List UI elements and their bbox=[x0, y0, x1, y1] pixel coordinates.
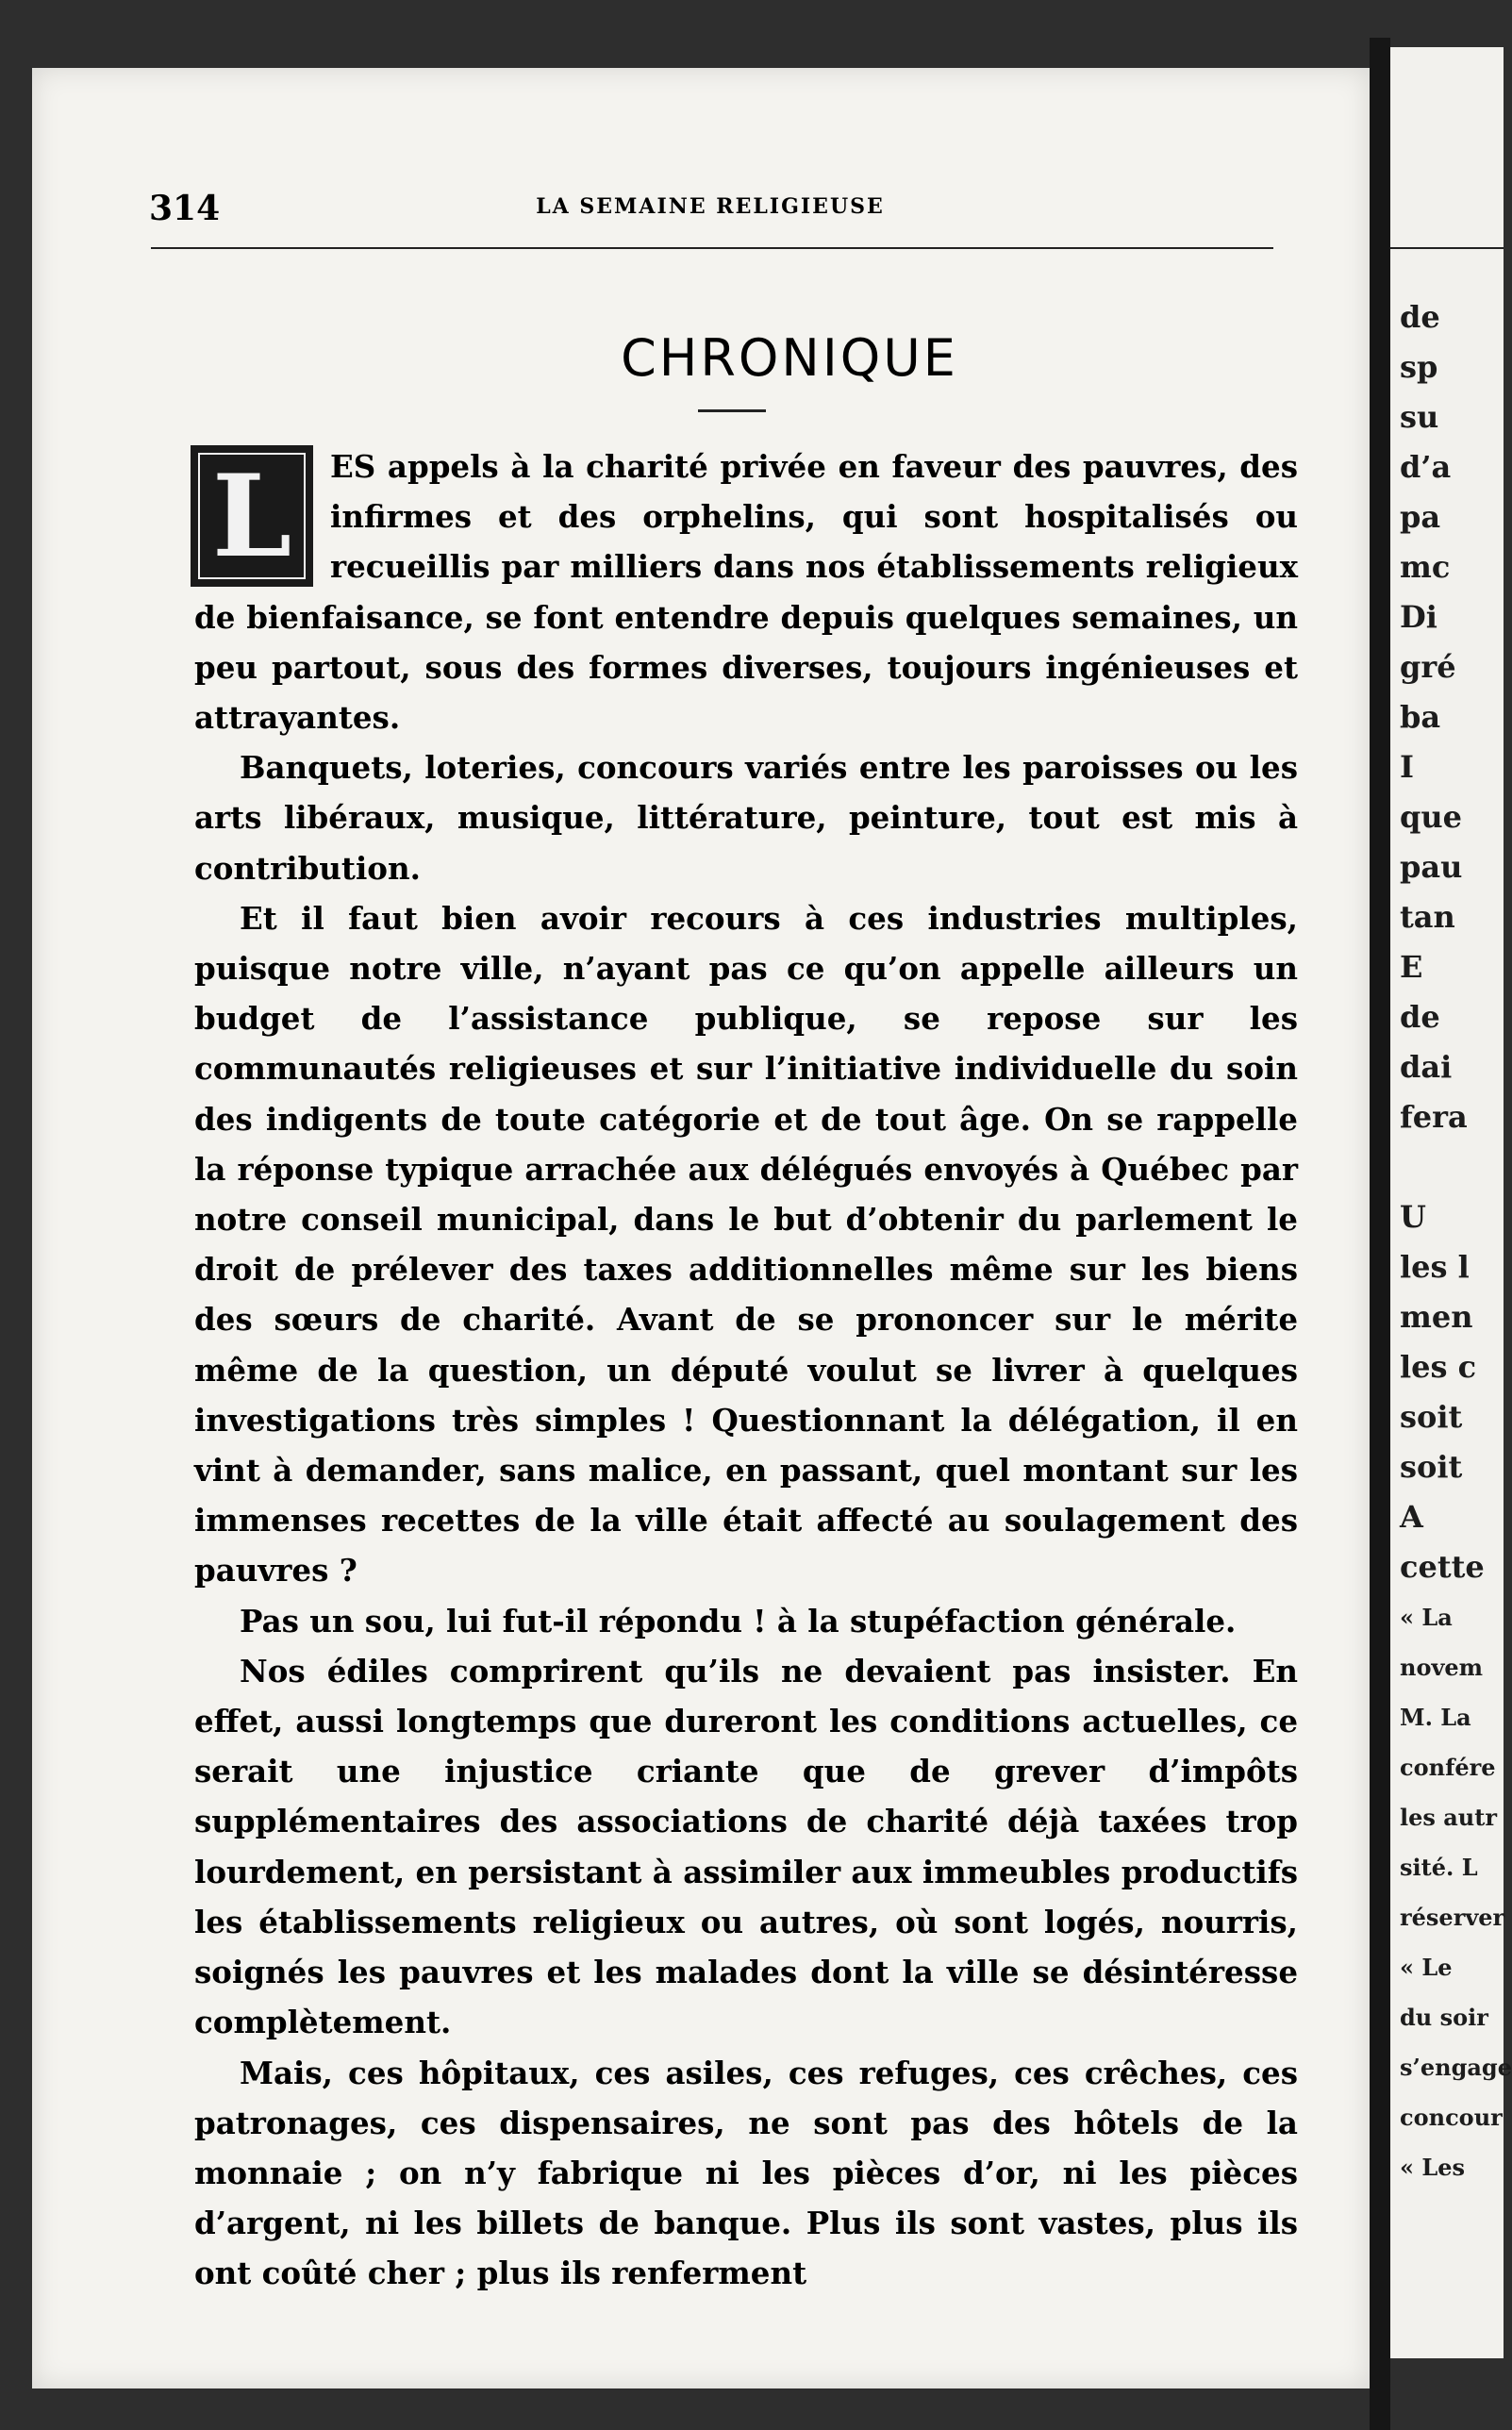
paragraph-5: Nos édiles comprirent qu’ils ne devaient pas insister. En effet, aussi longtemps que dureront les conditions actuelles, ce serait une injustice criante que de grever d’impôts supplémentaires des associations de charité déjà taxées trop lourdement, en persistant à assimiler aux immeubles productifs les établissements religieux ou autres, où sont logés, nourris, soignés les pauvres et les malades dont la ville se désintéresse complètement. bbox=[194, 1652, 1298, 2041]
adjacent-fragment: mc bbox=[1400, 549, 1451, 585]
adjacent-fragment: « Les bbox=[1400, 2154, 1466, 2181]
adjacent-header-rule bbox=[1390, 247, 1504, 249]
adjacent-fragment: confére bbox=[1400, 1754, 1496, 1781]
header-rule bbox=[151, 247, 1273, 249]
adjacent-fragment: pau bbox=[1400, 849, 1463, 885]
paragraph-text: ES appels à la charité privée en faveur des pauvres, des infirmes et des orphelins, qui sont hospitalisés ou recueillis par milliers dans nos établissements religieux de bienfaisance, se font entendre depuis quelques semaines, un peu partout, sous des formes diverses, toujours ingénieuses et attrayantes. bbox=[194, 448, 1298, 737]
article-body bbox=[194, 441, 1298, 2299]
paragraph-3: Et il faut bien avoir recours à ces industries multiples, puisque notre ville, n’ayant pas ce qu’on appelle ailleurs un budget de l’assistance publique, se repose sur les communautés religieuses et sur l’initiative individuelle du soin des indigents de toute catégorie et de tout âge. On se rappelle la réponse typique arrachée aux délégués envoyés à Québec par notre conseil municipal, dans le but d’obtenir du parlement le droit de prélever des taxes additionnelles même sur les biens des sœurs de charité. Avant de se prononcer sur le mérite même de la question, un député voulut se livrer à quelques investigations très simples ! Questionnant la délégation, il en vint à demander, sans malice, en passant, quel montant sur les immenses recettes de la ville était affecté au soulagement des pauvres ? bbox=[194, 899, 1298, 1589]
adjacent-fragment: Di bbox=[1400, 599, 1437, 635]
adjacent-fragment: M. La bbox=[1400, 1704, 1471, 1731]
title-separator bbox=[698, 409, 766, 412]
adjacent-fragment: ba bbox=[1400, 699, 1441, 735]
adjacent-fragment: « La bbox=[1400, 1604, 1453, 1631]
adjacent-fragment: d’a bbox=[1400, 449, 1452, 485]
adjacent-fragment: su bbox=[1400, 399, 1439, 435]
paragraph-2: Banquets, loteries, concours variés entre les paroisses ou les arts libéraux, musique, littérature, peinture, tout est mis à contribution. bbox=[194, 749, 1298, 887]
adjacent-fragment: du soir bbox=[1400, 2004, 1488, 2031]
adjacent-fragment: gré bbox=[1400, 649, 1456, 685]
page-number: 314 bbox=[149, 189, 221, 228]
drop-cap-letter: L bbox=[198, 453, 306, 579]
adjacent-fragment: sité. L bbox=[1400, 1854, 1478, 1881]
adjacent-fragment: de bbox=[1400, 299, 1440, 335]
adjacent-fragment: tan bbox=[1400, 899, 1455, 935]
adjacent-fragment: réserver bbox=[1400, 1904, 1505, 1931]
book-gutter bbox=[1370, 38, 1390, 2430]
ornamental-drop-cap bbox=[191, 445, 313, 587]
adjacent-fragment: cette bbox=[1400, 1549, 1485, 1585]
adjacent-fragment: U bbox=[1400, 1199, 1426, 1235]
adjacent-fragment: « Le bbox=[1400, 1954, 1453, 1981]
adjacent-fragment: E bbox=[1400, 949, 1423, 985]
adjacent-fragment: soit bbox=[1400, 1449, 1463, 1485]
paragraph-4: Pas un sou, lui fut-il répondu ! à la stupéfaction générale. bbox=[240, 1602, 1237, 1639]
paragraph-1 bbox=[194, 441, 1298, 742]
adjacent-fragment: I bbox=[1400, 749, 1414, 785]
adjacent-fragment: concour bbox=[1400, 2104, 1503, 2131]
adjacent-fragment: pa bbox=[1400, 499, 1441, 535]
adjacent-fragment: sp bbox=[1400, 349, 1438, 385]
adjacent-fragment: de bbox=[1400, 999, 1440, 1035]
adjacent-fragment: les c bbox=[1400, 1349, 1477, 1385]
adjacent-fragment: soit bbox=[1400, 1399, 1463, 1435]
adjacent-fragment: les autr bbox=[1400, 1804, 1497, 1831]
adjacent-fragment: men bbox=[1400, 1299, 1473, 1335]
adjacent-fragment: les l bbox=[1400, 1249, 1470, 1285]
adjacent-fragment: fera bbox=[1400, 1099, 1468, 1135]
adjacent-fragment: dai bbox=[1400, 1049, 1453, 1085]
adjacent-fragment: novem bbox=[1400, 1654, 1484, 1681]
adjacent-fragment: A bbox=[1400, 1499, 1423, 1535]
article-title: CHRONIQUE bbox=[621, 328, 958, 388]
page-header bbox=[149, 189, 1271, 226]
adjacent-page-text bbox=[1390, 292, 1512, 2192]
running-title: LA SEMAINE RELIGIEUSE bbox=[536, 194, 885, 219]
adjacent-fragment bbox=[1390, 1142, 1504, 1192]
adjacent-page bbox=[1390, 47, 1512, 2358]
paragraph-6: Mais, ces hôpitaux, ces asiles, ces refuges, ces crêches, ces patronages, ces dispensaires, ne sont pas des hôtels de la monnaie ; on n’y fabrique ni les pièces d’or, ni les pièces d’argent, ni les billets de banque. Plus ils sont vastes, plus ils ont coûté cher ; plus ils renferment bbox=[194, 2054, 1298, 2292]
adjacent-fragment: s’engage bbox=[1400, 2054, 1512, 2081]
adjacent-fragment: que bbox=[1400, 799, 1462, 835]
